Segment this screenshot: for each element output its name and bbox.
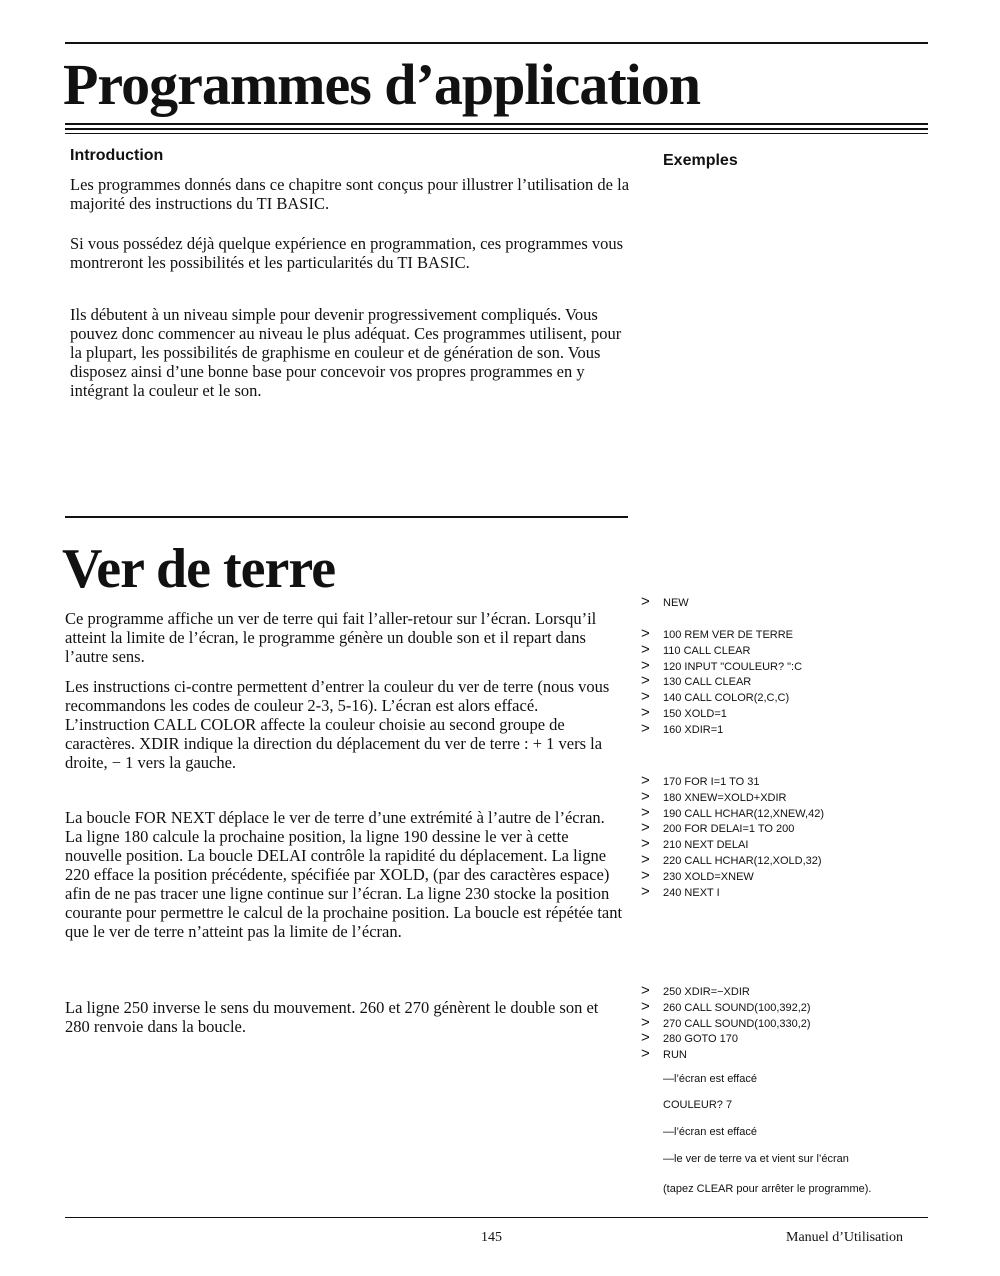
code-line: > 260 CALL SOUND(100,392,2): [641, 997, 811, 1015]
output-line-3: —l’écran est effacé: [663, 1126, 757, 1138]
code-line: > 200 FOR DELAI=1 TO 200: [641, 819, 795, 837]
prompt-symbol: >: [641, 882, 650, 900]
output-line-5: (tapez CLEAR pour arrêter le programme).: [663, 1183, 872, 1195]
code-line: > 230 XOLD=XNEW: [641, 866, 754, 884]
title-rule-upper: [65, 123, 928, 125]
section-paragraph-3: La boucle FOR NEXT déplace le ver de terre d’une extrémité à l’autre de l’écran. La ligne 180 calcule la prochaine position, la ligne 190 dessine le ver à cette nouvelle position. La boucle DELAI contrôle la rapidité du déplacement. La ligne 220 efface la position précédente, spécifiée par XOLD, (par des caractères espace) afin de ne pas tracer une ligne continue sur l’écran. La ligne 230 stocke la position courante pour permettre le calcul de la prochaine position. La boucle est répétée tant que le ver de terre n’atteint pas la limite de l’écran.: [65, 808, 623, 941]
prompt-symbol: >: [641, 787, 650, 805]
prompt-symbol: >: [641, 997, 650, 1015]
code-line: > 250 XDIR=−XDIR: [641, 982, 750, 999]
code-line: > 120 INPUT "COULEUR? ":C: [641, 656, 803, 674]
prompt-symbol: >: [641, 1013, 650, 1031]
intro-paragraph-2: Si vous possédez déjà quelque expérience en programmation, ces programmes vous montreront les possibilités et les particularités du TI BASIC.: [70, 234, 624, 272]
prompt-symbol: >: [641, 850, 650, 868]
title-rule-middle: [65, 128, 928, 130]
code-line: > 110 CALL CLEAR: [641, 640, 751, 658]
prompt-symbol: >: [641, 772, 650, 789]
code-line: > NEW: [641, 593, 689, 610]
page-title: Programmes d’application: [63, 52, 701, 117]
code-line: > 130 CALL CLEAR: [641, 672, 752, 690]
intro-paragraph-1: Les programmes donnés dans ce chapitre sont conçus pour illustrer l’utilisation de la majorité des instructions du TI BASIC.: [70, 175, 630, 213]
prompt-symbol: >: [641, 688, 650, 706]
code-block-setup: [641, 626, 802, 737]
title-rule-lower: [65, 133, 928, 134]
output-line-4: —le ver de terre va et vient sur l’écran: [663, 1153, 849, 1165]
output-line-2: COULEUR? 7: [663, 1099, 733, 1111]
code-block-new: [641, 594, 689, 610]
code-line: > 140 CALL COLOR(2,C,C): [641, 688, 790, 706]
prompt-symbol: >: [641, 1029, 650, 1047]
footer-rule: [65, 1217, 928, 1218]
prompt-symbol: >: [641, 672, 650, 690]
code-block-reverse: [641, 983, 811, 1062]
prompt-symbol: >: [641, 640, 650, 658]
section-title: Ver de terre: [62, 538, 336, 600]
code-line: > 280 GOTO 170: [641, 1029, 739, 1047]
prompt-symbol: >: [641, 656, 650, 674]
code-line: > 270 CALL SOUND(100,330,2): [641, 1013, 811, 1031]
section-rule: [65, 516, 628, 518]
code-block-loop: [641, 773, 824, 899]
code-line: > 210 NEXT DELAI: [641, 835, 749, 853]
code-line: > 100 REM VER DE TERRE: [641, 625, 794, 642]
prompt-symbol: >: [641, 803, 650, 821]
prompt-symbol: >: [641, 593, 650, 610]
section-paragraph-2: Les instructions ci-contre permettent d’entrer la couleur du ver de terre (nous vous recommandons les codes de couleur 2-3, 5-16). L’écran est alors effacé. L’instruction CALL COLOR affecte la couleur choisie au second groupe de caractères. XDIR indique la direction du déplacement du ver de terre : + 1 vers la droite, − 1 vers la gauche.: [65, 677, 610, 772]
intro-heading: Introduction: [70, 147, 164, 164]
code-line: > 220 CALL HCHAR(12,XOLD,32): [641, 850, 822, 868]
section-paragraph-4: La ligne 250 inverse le sens du mouvement. 260 et 270 génèrent le double son et 280 renvoie dans la boucle.: [65, 998, 599, 1036]
prompt-symbol: >: [641, 819, 650, 837]
section-paragraph-1: Ce programme affiche un ver de terre qui fait l’aller-retour sur l’écran. Lorsqu’il atteint la limite de l’écran, le programme génère un double son et il repart dans l’autre sens.: [65, 609, 597, 666]
top-rule: [65, 42, 928, 44]
intro-paragraph-3: Ils débutent à un niveau simple pour devenir progressivement compliqués. Vous pouvez donc commencer au niveau le plus adéquat. Ces programmes utilisent, pour la plupart, les possibilités de graphisme en couleur et de génération de son. Vous disposez ainsi d’une bonne base pour concevoir vos propres programmes en y intégrant la couleur et le son.: [70, 305, 622, 400]
code-line: > 180 XNEW=XOLD+XDIR: [641, 787, 787, 805]
code-line: > RUN: [641, 1045, 687, 1063]
prompt-symbol: >: [641, 866, 650, 884]
code-line: > 190 CALL HCHAR(12,XNEW,42): [641, 803, 824, 821]
examples-heading: Exemples: [663, 152, 738, 169]
prompt-symbol: >: [641, 625, 650, 642]
code-line: > 240 NEXT I: [641, 882, 720, 900]
prompt-symbol: >: [641, 719, 650, 737]
code-line: > 150 XOLD=1: [641, 703, 727, 721]
page-number: 145: [481, 1230, 502, 1245]
prompt-symbol: >: [641, 1045, 650, 1063]
manual-name: Manuel d’Utilisation: [786, 1230, 904, 1245]
prompt-symbol: >: [641, 835, 650, 853]
prompt-symbol: >: [641, 982, 650, 999]
code-line: > 170 FOR I=1 TO 31: [641, 772, 760, 789]
output-line-1: —l’écran est effacé: [663, 1073, 757, 1085]
code-line: > 160 XDIR=1: [641, 719, 724, 737]
prompt-symbol: >: [641, 703, 650, 721]
